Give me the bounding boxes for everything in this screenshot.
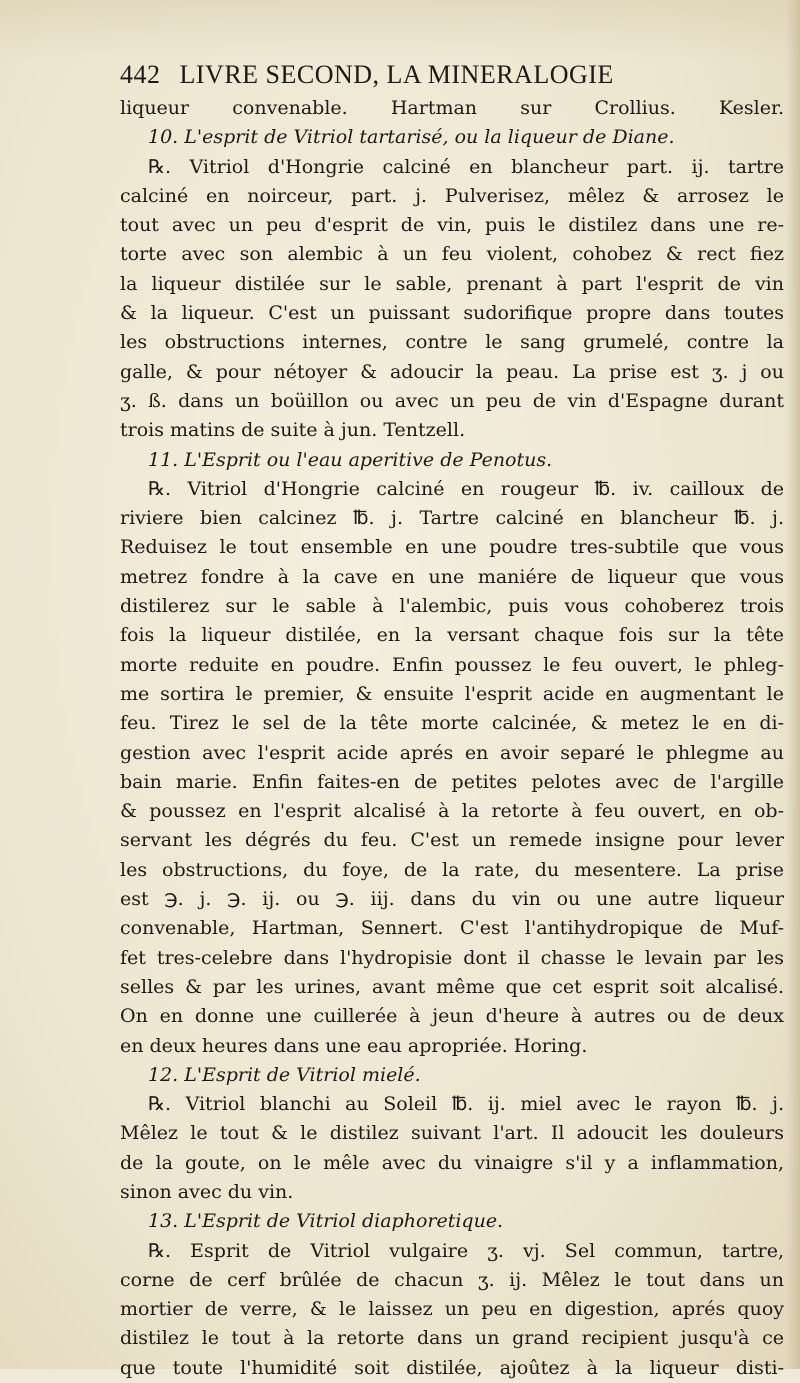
text-line: les obstructions, du foye, de la rate, du mesentere. La prise bbox=[120, 858, 784, 881]
text-line: distilez le tout à la retorte dans un grand recipient jusqu'à ce bbox=[120, 1327, 784, 1350]
text-line: sinon avec du vin. bbox=[120, 1180, 294, 1203]
text-line: tout avec un peu d'esprit de vin, puis le distilez dans une re- bbox=[120, 214, 784, 237]
text-line: ℞. Vitriol d'Hongrie calciné en rougeur ℔. iv. cailloux de bbox=[148, 477, 784, 500]
text-line: servant les dégrés du feu. C'est un remede insigne pour lever bbox=[120, 829, 784, 852]
text-line: que toute l'humidité soit distilée, ajoûtez à la liqueur disti- bbox=[120, 1356, 784, 1379]
page-shadow bbox=[0, 0, 800, 60]
text-line: est ℈. j. ℈. ij. ou ℈. iij. dans du vin ou une autre liqueur bbox=[120, 888, 784, 911]
text-line: corne de cerf brûlée de chacun ʒ. ij. Mêlez le tout dans un bbox=[120, 1268, 784, 1291]
section-heading: 13. L'Esprit de Vitriol diaphoretique. bbox=[148, 1210, 504, 1233]
section-heading: 10. L'esprit de Vitriol tartarisé, ou la liqueur de Diane. bbox=[148, 126, 675, 149]
text-line: trois matins de suite à jun. Tentzell. bbox=[120, 419, 466, 442]
text-line: les obstructions internes, contre le sang grumelé, contre la bbox=[120, 331, 784, 354]
text-line: & poussez en l'esprit alcalisé à la retorte à feu ouvert, en ob- bbox=[120, 800, 784, 823]
text-line: Reduisez le tout ensemble en une poudre tres-subtile que vous bbox=[120, 536, 784, 559]
text-line: morte reduite en poudre. Enfin poussez le feu ouvert, le phleg- bbox=[120, 653, 784, 676]
running-head bbox=[120, 58, 784, 92]
page-number: 442 bbox=[120, 60, 161, 89]
text-line: On en donne une cuillerée à jeun d'heure à autres ou de deux bbox=[120, 1005, 784, 1028]
text-line: distilerez sur le sable à l'alembic, puis vous cohoberez trois bbox=[120, 595, 784, 618]
text-line: ℞. Vitriol blanchi au Soleil ℔. ij. miel avec le rayon ℔. j. bbox=[148, 1093, 784, 1116]
text-line: torte avec son alembic à un feu violent, cohobez & rect fiez bbox=[120, 243, 784, 266]
text-line: de la goute, on le mêle avec du vinaigre s'il y a inflammation, bbox=[120, 1151, 784, 1174]
page-edge bbox=[786, 0, 800, 1369]
text-line: metrez fondre à la cave en une maniére de liqueur que vous bbox=[120, 565, 784, 588]
text-line: galle, & pour nétoyer & adoucir la peau. La prise est ʒ. j ou bbox=[120, 360, 784, 383]
text-column bbox=[120, 58, 784, 1383]
text-line: selles & par les urines, avant même que cet esprit soit alcalisé. bbox=[120, 975, 784, 998]
text-line: feu. Tirez le sel de la tête morte calcinée, & metez le en di- bbox=[120, 712, 784, 735]
section-heading: 12. L'Esprit de Vitriol mielé. bbox=[148, 1063, 421, 1086]
text-line: convenable, Hartman, Sennert. C'est l'antihydropique de Muf- bbox=[120, 917, 784, 940]
text-line: gestion avec l'esprit acide aprés en avoir separé le phlegme au bbox=[120, 741, 784, 764]
text-line: fois la liqueur distilée, en la versant chaque fois sur la tête bbox=[120, 624, 784, 647]
text-line: en deux heures dans une eau apropriée. Horing. bbox=[120, 1034, 588, 1057]
text-line: liqueur convenable. Hartman sur Crollius. Kesler. bbox=[120, 97, 784, 119]
text-line: ℞. Esprit de Vitriol vulgaire ʒ. vj. Sel commun, tartre, bbox=[148, 1239, 784, 1262]
text-line: mortier de verre, & le laissez un peu en digestion, aprés quoy bbox=[120, 1298, 784, 1321]
text-line: Mêlez le tout & le distilez suivant l'art. Il adoucit les douleurs bbox=[120, 1122, 784, 1145]
running-title: LIVRE SECOND, LA MINERALOGIE bbox=[179, 60, 614, 89]
section-heading: 11. L'Esprit ou l'eau aperitive de Penotus. bbox=[148, 448, 553, 471]
text-line: la liqueur distilée sur le sable, prenant à part l'esprit de vin bbox=[120, 272, 784, 295]
text-line: riviere bien calcinez ℔. j. Tartre calciné en blancheur ℔. j. bbox=[120, 507, 784, 530]
text-line: ʒ. ß. dans un boüillon ou avec un peu de vin d'Espagne durant bbox=[120, 389, 784, 412]
text-line: bain marie. Enfin faites-en de petites pelotes avec de l'argille bbox=[120, 770, 784, 793]
text-line: ℞. Vitriol d'Hongrie calciné en blancheur part. ij. tartre bbox=[148, 155, 784, 178]
text-line: calciné en noirceur, part. j. Pulverisez, mêlez & arrosez le bbox=[120, 184, 784, 207]
text-line: fet tres-celebre dans l'hydropisie dont il chasse le levain par les bbox=[120, 946, 784, 969]
text-line: me sortira le premier, & ensuite l'esprit acide en augmentant le bbox=[120, 682, 784, 705]
text-line: & la liqueur. C'est un puissant sudorifique propre dans toutes bbox=[120, 302, 784, 325]
